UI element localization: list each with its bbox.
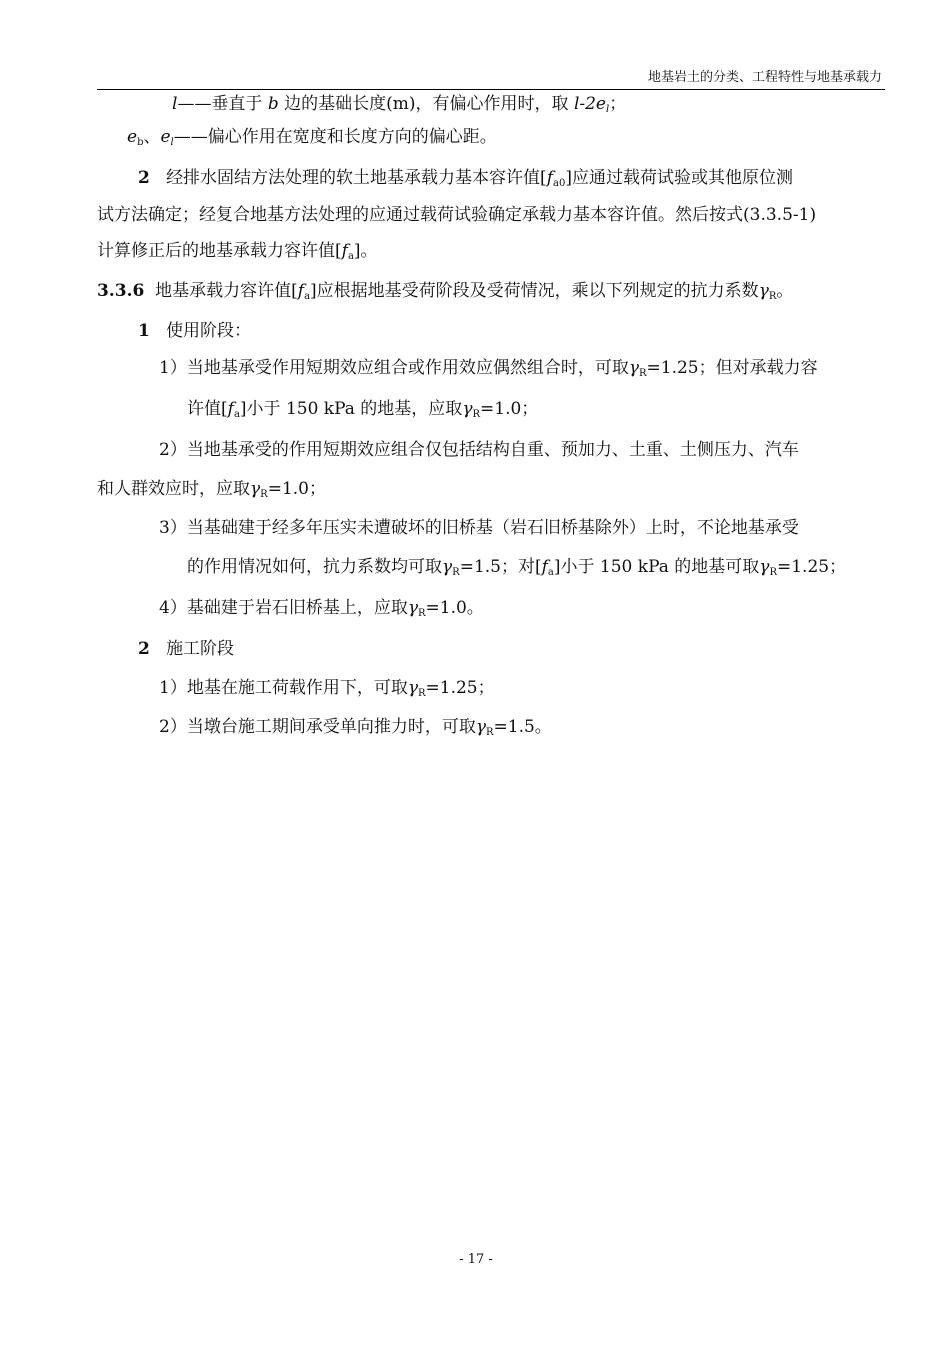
stage-1-heading: 1 使用阶段： (138, 321, 252, 341)
item-2-line-3: 计算修正后的地基承载力容许值$[f_a]$。 (97, 241, 378, 262)
section-3-3-6: 3.3.6 地基承载力容许值$[f_a]$应根据地基受荷阶段及受荷情况，乘以下列规定的抗力系数$\gamma_R$。 (97, 281, 794, 302)
stage-1-item-2-line-1: 2）当地基承受的作用短期效应组合仅包括结构自重、预加力、土重、土侧压力、汽车 (159, 440, 799, 460)
stage-1-item-3-line-1: 3）当基础建于经多年压实未遭破坏的旧桥基（岩石旧桥基除外）上时，不论地基承受 (159, 518, 799, 538)
running-header: 地基岩土的分类、工程特性与地基承载力 (647, 70, 882, 85)
item-2-line-2: 试方法确定；经复合地基方法处理的应通过载荷试验确定承载力基本容许值。然后按式(3.3.5-1) (97, 205, 817, 225)
stage-1-item-1-line-1: 1）当地基承受作用短期效应组合或作用效应偶然组合时，可取$\gamma_R=1.25$；但对承载力容 (159, 358, 818, 379)
page-number: - 17 - (459, 1252, 493, 1267)
stage-2-heading: 2 施工阶段 (138, 639, 235, 659)
item-2-line-1: 2 经排水固结方法处理的软土地基承载力基本容许值$[f_{a0}]$应通过载荷试验或其他原位测 (138, 168, 793, 189)
stage-1-item-2-line-2: 和人群效应时，应取$\gamma_R=1.0$； (97, 479, 326, 500)
e-definition: $e_b$、$e_l——$偏心作用在宽度和长度方向的偏心距。 (127, 127, 497, 148)
l-definition: l——垂直于 b 边的基础长度(m)，有偏心作用时，取 $l-2e_l$； (172, 94, 627, 115)
stage-2-item-1: 1）地基在施工荷载作用下，可取$\gamma_R=1.25$； (159, 678, 495, 699)
stage-1-item-3-line-2: 的作用情况如何，抗力系数均可取$\gamma_R=1.5$；对$[f_a]$小于 150 kPa 的地基可取$\gamma_R=1.25$； (187, 557, 847, 578)
header-rule (97, 89, 885, 90)
stage-1-item-4: 4）基础建于岩石旧桥基上，应取$\gamma_R=1.0$。 (159, 598, 484, 619)
stage-2-item-2: 2）当墩台施工期间承受单向推力时，可取$\gamma_R=1.5$。 (159, 717, 552, 738)
stage-1-item-1-line-2: 许值$[f_a]$小于 150 kPa 的地基，应取$\gamma_R=1.0$； (187, 399, 539, 420)
